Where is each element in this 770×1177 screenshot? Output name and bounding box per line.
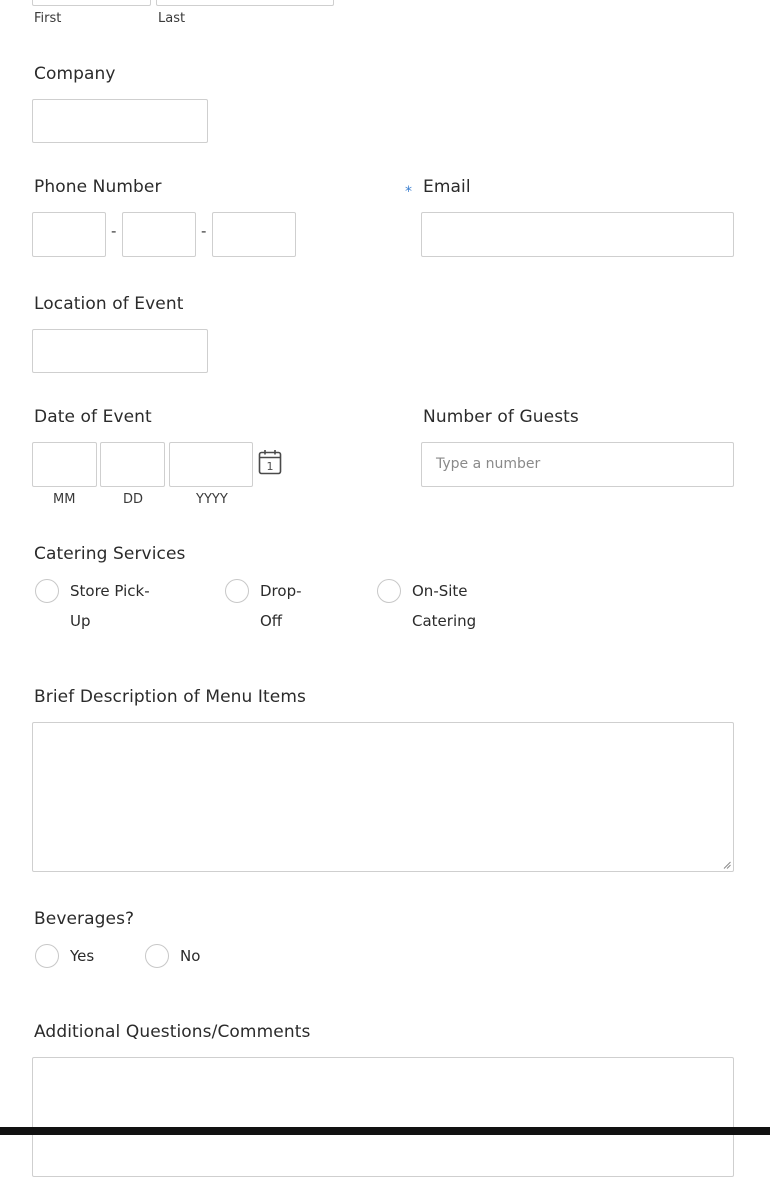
- catering-option-label[interactable]: Drop- Off: [260, 582, 302, 630]
- company-input[interactable]: [32, 99, 208, 143]
- catering-option-radio[interactable]: [377, 579, 401, 603]
- date-month-sublabel: MM: [53, 492, 76, 507]
- beverages-no-label[interactable]: No: [180, 947, 201, 965]
- catering-label: Catering Services: [34, 544, 186, 564]
- guests-label: Number of Guests: [423, 407, 579, 427]
- resize-handle-icon[interactable]: [723, 861, 731, 869]
- company-label: Company: [34, 64, 116, 84]
- beverages-yes-radio[interactable]: [35, 944, 59, 968]
- calendar-day-number: 1: [266, 460, 274, 473]
- date-year-sublabel: YYYY: [196, 492, 228, 507]
- required-marker: *: [405, 184, 412, 200]
- comments-label: Additional Questions/Comments: [34, 1022, 311, 1042]
- date-month-input[interactable]: [32, 442, 97, 487]
- guests-input[interactable]: [421, 442, 734, 487]
- menu-description-label: Brief Description of Menu Items: [34, 687, 306, 707]
- date-year-input[interactable]: [169, 442, 253, 487]
- beverages-label: Beverages?: [34, 909, 135, 929]
- phone-line-input[interactable]: [212, 212, 296, 257]
- beverages-no-radio[interactable]: [145, 944, 169, 968]
- catering-option-radio[interactable]: [225, 579, 249, 603]
- catering-option-radio[interactable]: [35, 579, 59, 603]
- date-day-sublabel: DD: [123, 492, 144, 507]
- menu-description-textarea[interactable]: [32, 722, 734, 872]
- comments-textarea[interactable]: [32, 1057, 734, 1177]
- guests-placeholder: Type a number: [436, 456, 541, 472]
- phone-area-code-input[interactable]: [32, 212, 106, 257]
- location-label: Location of Event: [34, 294, 184, 314]
- location-input[interactable]: [32, 329, 208, 373]
- first-name-input[interactable]: [32, 0, 151, 6]
- email-input[interactable]: [421, 212, 734, 257]
- phone-separator: -: [111, 222, 117, 240]
- beverages-yes-label[interactable]: Yes: [70, 947, 95, 965]
- phone-label: Phone Number: [34, 177, 162, 197]
- phone-prefix-input[interactable]: [122, 212, 196, 257]
- date-day-input[interactable]: [100, 442, 165, 487]
- email-label: Email: [423, 177, 471, 197]
- last-name-input[interactable]: [156, 0, 334, 6]
- bottom-bar: [0, 1127, 770, 1135]
- date-of-event-label: Date of Event: [34, 407, 152, 427]
- phone-separator: -: [201, 222, 207, 240]
- first-name-sublabel: First: [34, 11, 62, 26]
- catering-option-label[interactable]: On-Site Catering: [412, 582, 477, 630]
- calendar-icon[interactable]: [258, 449, 282, 475]
- last-name-sublabel: Last: [158, 11, 186, 26]
- catering-option-label[interactable]: Store Pick- Up: [70, 582, 150, 630]
